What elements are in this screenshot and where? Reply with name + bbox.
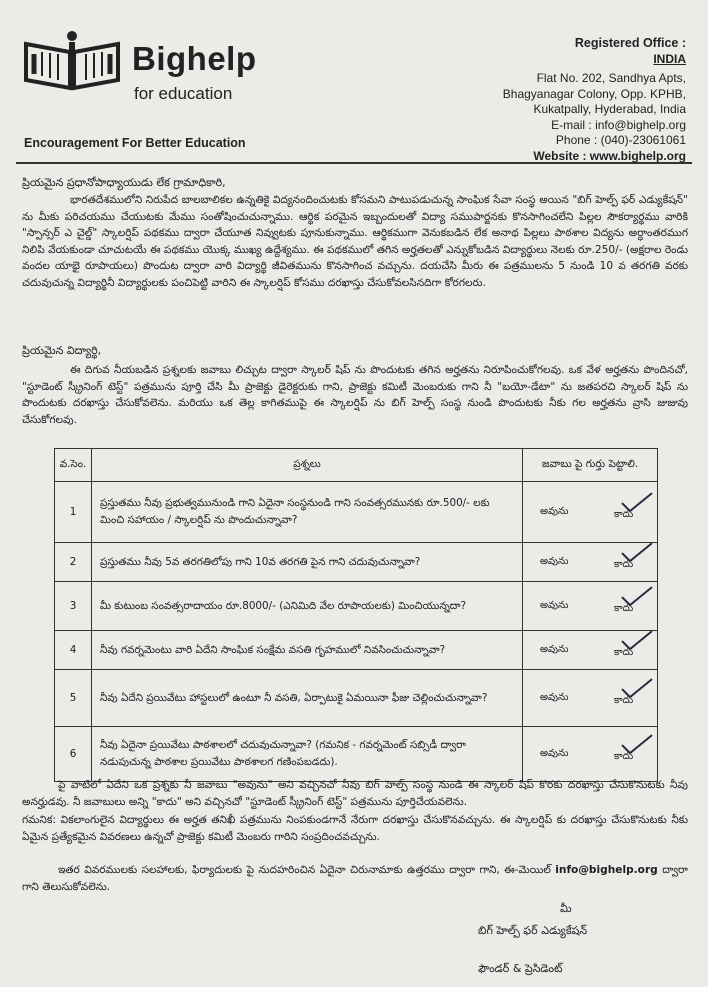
- answer-yes-option[interactable]: అవును: [540, 644, 569, 655]
- answer-no-option[interactable]: కాదు: [614, 694, 634, 706]
- header-divider: [16, 162, 692, 164]
- row-number: 5: [55, 670, 92, 727]
- row-answer-cell[interactable]: [523, 482, 658, 543]
- row-answer-cell[interactable]: [523, 670, 658, 727]
- eligibility-table: [54, 448, 658, 782]
- intro-text: భారతదేశములోని నిరుపేద బాలబాలికల ఉన్నతికై విద్యనందించుటకు కోసమని పాటుపడుచున్న సాంఘిక సేవా సంస్థ అయిన "బిగ్ హెల్ప్ ఫర్ ఎడ్యుకేషన్" ను మీకు పరిచయము చేయుటకు మేము సంతోషించుచున్నాము. ఆర్థిక పరమైన ఇబ్బందులతో విద్యా సముపార్జనకు కొనసాగించలేని పిల్లల సౌకర్యార్థము వారికి "స్పాన్సర్ ఎ చైల్డ్" స్కాలర్షిప్ పథకము ద్వారా చేయూత నివ్వుటకు పూనుకున్నాము. ఆర్థికముగా వెనుకబడిన లేక అనాథ పిల్లలు పాఠశాల విద్యను అర్ధాంతరముగ నిలిపి వేయకుండా చూచుటయే ఈ పథకము యొక్క ముఖ్య ఉద్దేశ్యము. ఈ పథకములో తగిన అర్హతలతో ఎన్నుకోబడిన విద్యార్థులు నెలకు రూ.250/- (అక్షరాల రెండు వందల యాభై రూపాయలు) పొందుట ద్వారా వారి విద్యార్థి జీవితమును కొనసాగించ వచ్చును. దయచేసి మీరు ఈ పత్రములను 5 నుండి 10 వ తరగతి వరకు చదువుచున్న విద్యార్థినీ విద్యార్థులకు పంచిపెట్టి వారిని ఈ స్కాలర్షిప్ కోసము దరఖాస్తు చేసుకోవలసినదిగా కోరగలరు.: [22, 194, 688, 289]
- answer-no-option[interactable]: కాదు: [614, 508, 634, 520]
- row-answer-cell[interactable]: [523, 582, 658, 631]
- student-paragraph: [22, 362, 688, 428]
- tagline: Encouragement For Better Education: [24, 136, 246, 150]
- office-address-line: Flat No. 202, Sandhya Apts,: [536, 71, 686, 85]
- answer-no-option[interactable]: కాదు: [614, 646, 634, 658]
- contact-text: ఇతర వివరములకు సలహాలకు, ఫిర్యాదులకు పై నుదహరించిన ఏదైనా చిరునామాకు ఉత్తరము ద్వారా గాని, ఈ-మెయిల్: [58, 864, 556, 876]
- answer-yes-option[interactable]: అవును: [540, 506, 569, 517]
- checkmark-icon: [620, 677, 654, 699]
- row-answer-cell[interactable]: [523, 543, 658, 582]
- eligibility-note: [22, 777, 688, 810]
- closing-word: మీ: [560, 902, 572, 915]
- row-question: నీవు ఏదైనా ప్రయివేటు పాఠశాలలో చదువుచున్నావా? (గమనిక - గవర్నమెంట్ సబ్సిడీ ద్వారా నడుపుచున్న పాఠశాల ప్రయివేటు పాఠశాలగ గణింపబడదు).: [92, 727, 523, 782]
- contact-paragraph: [22, 862, 688, 895]
- brand-name: Bighelp: [132, 40, 257, 77]
- registered-office: [503, 36, 686, 164]
- signature-org: బిగ్ హెల్ప్ ఫర్ ఎడ్యుకేషన్: [478, 924, 588, 937]
- answer-no-option[interactable]: కాదు: [614, 558, 634, 570]
- row-question: మీ కుటుంబ సంవత్సరాదాయం రూ.8000/- (ఎనిమిది వేల రూపాయలకు) మించియున్నదా?: [92, 582, 523, 631]
- table-row: [55, 727, 658, 782]
- eligibility-note-text: పై వాటిలో ఏదేని ఒక ప్రశ్నకు నీ జవాబు "అవును" అని వచ్చినచో నీవు బిగ్ హెల్ప్ సంస్థ నుండి ఈ స్కాలర్ షిప్ కొరకు దరఖాస్తు చేసుకొనుటకు నీవు అనర్హుడవు. నీ జవాబులు అన్ని "కాదు" అని వచ్చినచో "స్టూడెంట్ స్క్రీనింగ్ టెస్ట్" పత్రమును పూర్తిచేయవలెను.: [22, 779, 688, 808]
- office-country: INDIA: [653, 51, 686, 66]
- answer-yes-option[interactable]: అవును: [540, 748, 569, 759]
- intro-paragraph: [22, 192, 688, 292]
- row-answer-cell[interactable]: [523, 631, 658, 670]
- row-question: ప్రస్తుతము నీవు 5వ తరగతిలోపు గాని 10వ తరగతి పైన గాని చదువుచున్నావా?: [92, 543, 523, 582]
- checkmark-icon: [620, 491, 654, 513]
- salutation-headmaster: ప్రియమైన ప్రధానోపాధ్యాయుడు లేక గ్రామాధికారి,: [22, 176, 226, 189]
- answer-no-option[interactable]: కాదు: [614, 602, 634, 614]
- checkmark-icon: [620, 733, 654, 755]
- office-address-line: Kukatpally, Hyderabad, India: [533, 102, 686, 116]
- row-number: 3: [55, 582, 92, 631]
- answer-no-option[interactable]: కాదు: [614, 750, 634, 762]
- table-row: [55, 482, 658, 543]
- row-question: ప్రస్తుతము నీవు ప్రభుత్వమునుండి గాని ఏదైనా సంస్థనుండి గాని సంవత్సరమునకు రూ.500/- లకు మించి సహాయం / స్కాలర్షిప్ ను పొందుచున్నావా?: [92, 482, 523, 543]
- row-number: 1: [55, 482, 92, 543]
- header-serial: వ.సెం.: [55, 449, 92, 482]
- office-address-line: Bhagyanagar Colony, Opp. KPHB,: [502, 86, 686, 101]
- office-heading: Registered Office :: [574, 36, 686, 50]
- row-number: 4: [55, 631, 92, 670]
- table-row: [55, 670, 658, 727]
- row-question: నీవు గవర్నమెంటు వారి ఏదేని సాంఘిక సంక్షేమ వసతి గృహములో నివసించుచున్నావా?: [92, 631, 523, 670]
- header-questions: ప్రశ్నలు: [92, 449, 523, 482]
- header-answer: జవాబు పై గుర్తు పెట్టాలి.: [523, 449, 658, 482]
- row-number: 6: [55, 727, 92, 782]
- row-number: 2: [55, 543, 92, 582]
- table-row: [55, 543, 658, 582]
- answer-yes-option[interactable]: అవును: [540, 556, 569, 567]
- answer-yes-option[interactable]: అవును: [540, 692, 569, 703]
- salutation-student: ప్రియమైన విద్యార్థి,: [22, 344, 102, 357]
- table-row: [55, 631, 658, 670]
- checkmark-icon: [620, 585, 654, 607]
- checkmark-icon: [620, 541, 654, 563]
- signature-title: ఫౌండర్ & ప్రెసిడెంట్: [478, 962, 563, 975]
- answer-yes-option[interactable]: అవును: [540, 600, 569, 611]
- table-header-row: [55, 449, 658, 482]
- row-question: నీవు ఏదేని ప్రయివేటు హాస్టలులో ఉంటూ నీ వసతి, ఏర్పాటుకై ఏమయినా ఫీజు చెల్లించుచున్నావా?: [92, 670, 523, 727]
- office-email: E-mail : info@bighelp.org: [551, 117, 686, 132]
- student-text: ఈ దిగువ నీయబడిన ప్రశ్నలకు జవాబు లిచ్చుట ద్వారా స్కాలర్ షిప్ ను పొందుటకు తగిన అర్హతను నిరూపించుకోగలవు. ఒక వేళ అర్హతను పొందినచో, "స్టూడెంట్ స్క్రీనింగ్ టెస్ట్" పత్రమును పూర్తి చేసి మీ ప్రాజెక్టు డైరెక్టరుకు గాని, ప్రాజెక్టు కమిటీ మెంబరుకు గాని నీ "బయో-డేటా" ను జతపరచి స్కాలర్ షిప్ ను పొందుటకు దరఖాస్తు చేసుకోవలెను. మరియు ఒక తెల్ల కాగితముపై ఈ స్కాలర్షిప్ ను బిగ్ హెల్ప్ సంస్థ నుండి పొందుటకు నీకు గల అర్హతను వ్రాసి జుజువు చేసుకోగలవు.: [22, 364, 688, 426]
- office-website: Website : www.bighelp.org: [533, 148, 686, 163]
- book-person-icon: [24, 30, 128, 110]
- checkmark-icon: [620, 629, 654, 651]
- remark-paragraph: గమనిక: వికలాంగులైన విద్యార్థులు ఈ అర్హత తనిఖీ పత్రమును నింపకుండగానే నేరుగా దరఖాస్తు చేసుకొనవచ్చును. ఈ స్కాలర్షిప్ కు దరఖాస్తు చేసుకొనుటకు నీకు ఏమైన ప్రత్యేకమైన వివరణలు ఉన్నచో ప్రాజెక్టు కమిటీ మెంబరు గారిని సంప్రదించవచ్చును.: [22, 814, 688, 843]
- row-answer-cell[interactable]: [523, 727, 658, 782]
- brand-subtitle: for education: [134, 84, 233, 103]
- contact-text-end: ద్వారా గాని తెలుసుకోవలెను.: [22, 864, 688, 893]
- bighelp-logo: [24, 30, 257, 110]
- table-row: [55, 582, 658, 631]
- office-phone: Phone : (040)-23061061: [555, 133, 686, 147]
- contact-email[interactable]: info@bighelp.org: [555, 864, 658, 876]
